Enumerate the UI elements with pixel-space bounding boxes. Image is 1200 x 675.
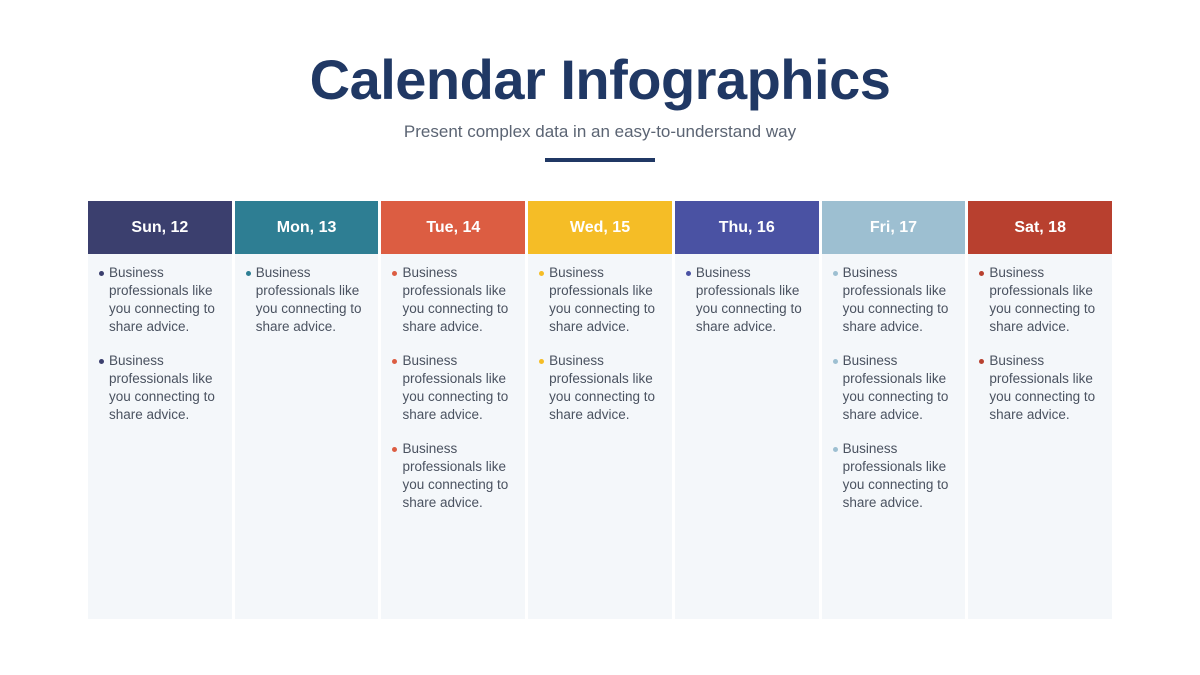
calendar-event-text: Business professionals like you connecting to share advice. [109, 265, 215, 334]
calendar-event-text: Business professionals like you connecting to share advice. [842, 441, 949, 510]
bullet-icon [979, 271, 984, 276]
calendar-event[interactable] [96, 264, 224, 336]
calendar-day-header[interactable]: Sun, 12 [88, 201, 232, 254]
calendar-event-text: Business professionals like you connecting to share advice. [842, 265, 949, 334]
calendar-event[interactable] [683, 264, 811, 336]
calendar-event[interactable] [830, 264, 958, 336]
bullet-icon [539, 271, 544, 276]
calendar-day-body [968, 254, 1112, 619]
calendar-day-header[interactable]: Thu, 16 [675, 201, 819, 254]
page-subtitle: Present complex data in an easy-to-understand way [403, 122, 797, 142]
bullet-icon [99, 271, 104, 276]
calendar-event[interactable] [389, 264, 517, 336]
calendar-day-header[interactable]: Fri, 17 [822, 201, 966, 254]
calendar-day-header[interactable]: Mon, 13 [235, 201, 379, 254]
calendar-event[interactable] [830, 352, 958, 424]
bullet-icon [833, 359, 838, 364]
calendar-event[interactable] [389, 352, 517, 424]
bullet-icon [686, 271, 691, 276]
bullet-icon [99, 359, 104, 364]
calendar-event-text: Business professionals like you connecting to share advice. [255, 265, 362, 334]
calendar-event-text: Business professionals like you connecting to share advice. [402, 353, 509, 422]
calendar-day-column [822, 201, 966, 619]
bullet-icon [833, 271, 838, 276]
calendar-event-text: Business professionals like you connecting to share advice. [989, 265, 1096, 334]
calendar-day-body [675, 254, 819, 619]
calendar-day-column [968, 201, 1112, 619]
calendar-grid [88, 201, 1112, 619]
calendar-event[interactable] [243, 264, 371, 336]
calendar-day-body [822, 254, 966, 619]
calendar-event[interactable] [830, 440, 958, 512]
calendar-day-header[interactable]: Tue, 14 [381, 201, 525, 254]
calendar-event[interactable] [536, 264, 664, 336]
calendar-event[interactable] [536, 352, 664, 424]
calendar-day-column [381, 201, 525, 619]
page-title: Calendar Infographics [309, 48, 891, 111]
calendar-day-body [528, 254, 672, 619]
calendar-event-text: Business professionals like you connecting to share advice. [695, 265, 802, 334]
calendar-day-column [88, 201, 232, 619]
bullet-icon [833, 447, 838, 452]
calendar-event[interactable] [976, 264, 1104, 336]
calendar-event-text: Business professionals like you connecting to share advice. [549, 353, 655, 422]
bullet-icon [539, 359, 544, 364]
bullet-icon [979, 359, 984, 364]
calendar-day-body [235, 254, 379, 619]
calendar-event-text: Business professionals like you connecting to share advice. [842, 353, 949, 422]
calendar-event[interactable] [389, 440, 517, 512]
calendar-day-column [675, 201, 819, 619]
bullet-icon [392, 447, 397, 452]
bullet-icon [392, 359, 397, 364]
calendar-day-column [528, 201, 672, 619]
bullet-icon [392, 271, 397, 276]
calendar-event-text: Business professionals like you connecting to share advice. [402, 265, 509, 334]
calendar-event-text: Business professionals like you connecting to share advice. [402, 441, 509, 510]
bullet-icon [246, 271, 251, 276]
calendar-event-text: Business professionals like you connecting to share advice. [549, 265, 655, 334]
calendar-event[interactable] [976, 352, 1104, 424]
calendar-event[interactable] [96, 352, 224, 424]
calendar-day-body [381, 254, 525, 619]
calendar-event-text: Business professionals like you connecting to share advice. [989, 353, 1096, 422]
calendar-day-body [88, 254, 232, 619]
calendar-day-header[interactable]: Sat, 18 [968, 201, 1112, 254]
calendar-day-header[interactable]: Wed, 15 [528, 201, 672, 254]
calendar-event-text: Business professionals like you connecting to share advice. [109, 353, 215, 422]
title-divider [545, 158, 655, 162]
calendar-day-column [235, 201, 379, 619]
